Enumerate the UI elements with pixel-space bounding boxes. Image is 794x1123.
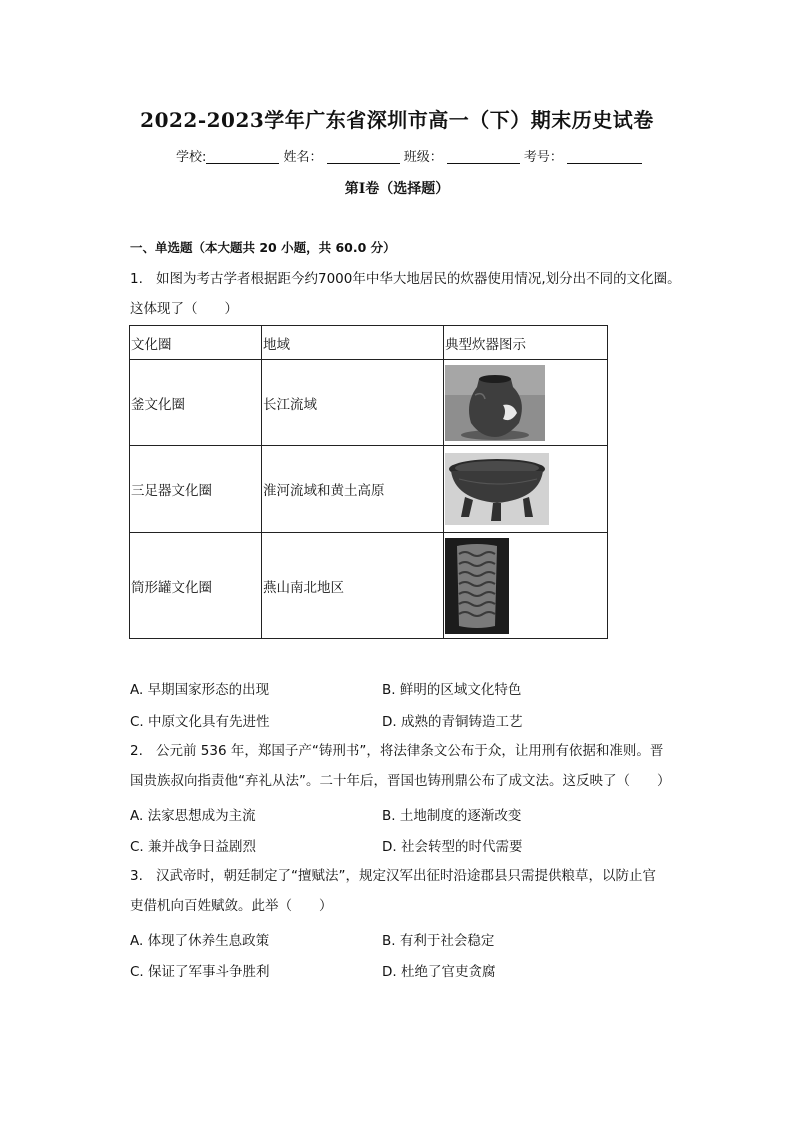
table-cell: 长江流域 (262, 360, 444, 446)
option-c[interactable]: C. 保证了军事斗争胜利 (130, 964, 270, 980)
class-blank[interactable] (447, 149, 520, 164)
section-heading: 一、单选题（本大题共 20 小题，共 60.0 分） (130, 240, 396, 255)
question-text: 这体现了（ ） (130, 301, 238, 317)
question-text: 国贵族叔向指责他“弃礼从法”。二十年后，晋国也铸刑鼎公布了成文法。这反映了（ ） (130, 773, 671, 789)
option-d[interactable]: D. 成熟的青铜铸造工艺 (382, 714, 523, 730)
table-header-cell: 地域 (262, 326, 444, 360)
name-blank[interactable] (327, 149, 400, 164)
option-b[interactable]: B. 有利于社会稳定 (382, 933, 495, 949)
table-header-row (130, 326, 608, 360)
table-row (130, 446, 608, 533)
question-number: 3. (130, 868, 143, 884)
question-number: 1. (130, 271, 143, 287)
name-label: 姓名： (283, 150, 323, 165)
class-label: 班级： (403, 150, 443, 165)
table-cell: 淮河流域和黄土高原 (262, 446, 444, 533)
option-a[interactable]: A. 法家思想成为主流 (130, 808, 256, 824)
part-title: 第I卷（选择题） (344, 181, 450, 197)
option-d[interactable]: D. 杜绝了官吏贪腐 (382, 964, 496, 980)
option-b[interactable]: B. 鲜明的区域文化特色 (382, 682, 522, 698)
culture-circle-table (129, 325, 608, 639)
question-text: 汉武帝时，朝廷制定了“擅赋法”，规定汉军出征时沿途郡县只需提供粮草，以防止官 (156, 868, 656, 884)
table-header-cell: 典型炊器图示 (444, 326, 608, 360)
table-image-cell (444, 533, 608, 639)
exam-no-label: 考号： (523, 150, 563, 165)
question-text: 如图为考古学者根据距今约7000年中华大地居民的炊器使用情况,划分出不同的文化圈。 (156, 271, 681, 287)
question-text: 公元前 536 年，郑国子产“铸刑书”，将法律条文公布于众，让用刑有依据和准则。晋 (156, 743, 664, 759)
school-blank[interactable] (206, 149, 279, 164)
table-row (130, 533, 608, 639)
table-image-cell (444, 446, 608, 533)
option-d[interactable]: D. 社会转型的时代需要 (382, 839, 523, 855)
school-label: 学校: (176, 150, 207, 165)
option-c[interactable]: C. 中原文化具有先进性 (130, 714, 270, 730)
option-b[interactable]: B. 土地制度的逐渐改变 (382, 808, 522, 824)
table-cell: 燕山南北地区 (262, 533, 444, 639)
question-2-stem (130, 736, 690, 796)
question-3-stem (130, 861, 690, 921)
exam-title: 2022-2023学年广东省深圳市高一（下）期末历史试卷 (140, 108, 654, 132)
table-cell: 三足器文化圈 (130, 446, 262, 533)
pottery-cauldron-photo (445, 365, 545, 441)
table-cell: 筒形罐文化圈 (130, 533, 262, 639)
question-1-stem (130, 264, 690, 324)
question-number: 2. (130, 743, 143, 759)
tripod-vessel-photo (445, 453, 549, 525)
option-a[interactable]: A. 体现了休养生息政策 (130, 933, 270, 949)
question-text: 吏借机向百姓赋敛。此举（ ） (130, 898, 333, 914)
cylindrical-jar-photo (445, 538, 509, 634)
option-a[interactable]: A. 早期国家形态的出现 (130, 682, 270, 698)
exam-no-blank[interactable] (567, 149, 642, 164)
table-image-cell (444, 360, 608, 446)
table-header-cell: 文化圈 (130, 326, 262, 360)
table-cell: 釜文化圈 (130, 360, 262, 446)
student-info-row (176, 146, 642, 165)
option-c[interactable]: C. 兼并战争日益剧烈 (130, 839, 257, 855)
table-row (130, 360, 608, 446)
